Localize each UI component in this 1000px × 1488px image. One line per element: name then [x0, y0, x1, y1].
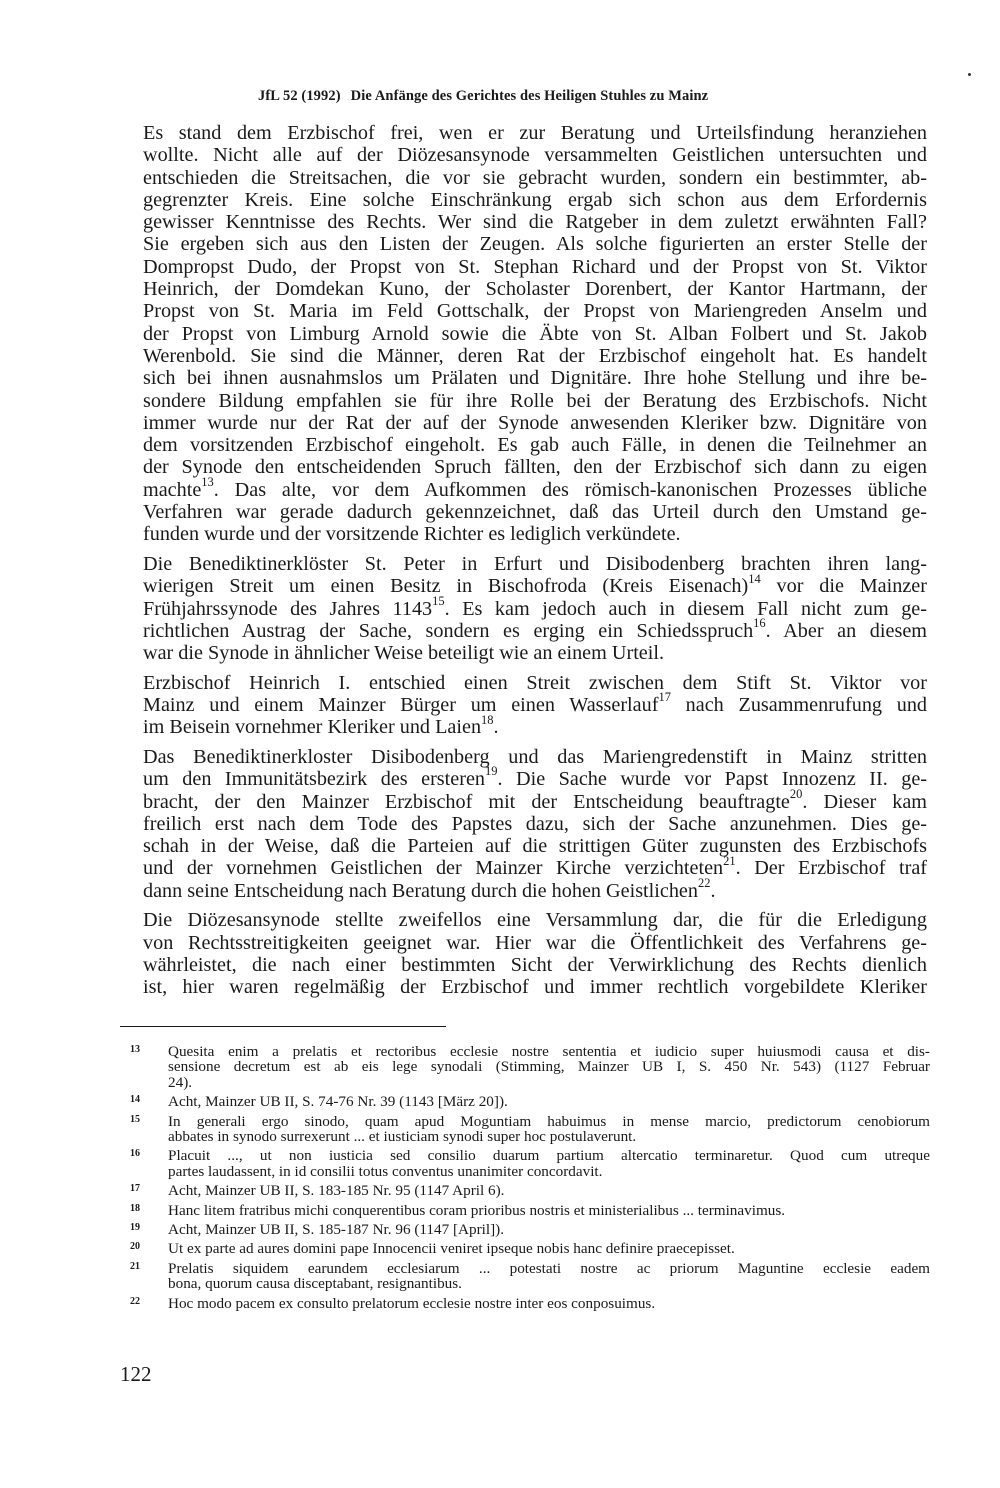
footnote-text	[168, 1241, 930, 1256]
text-line	[118, 189, 927, 211]
text-line	[118, 345, 927, 367]
text-line	[118, 746, 927, 768]
line-text: . Aber an diesem	[765, 619, 927, 642]
text-line	[118, 835, 927, 857]
line-text: Sie ergeben sich aus den Listen der Zeugen. Als solche figurierten an erster Stelle der	[143, 233, 927, 256]
line-text: .	[493, 716, 499, 739]
footnote-ref: 14	[748, 571, 761, 586]
text-line	[118, 954, 927, 976]
footnote-number: 19	[130, 1222, 140, 1234]
paragraph	[118, 746, 927, 902]
main-text	[118, 122, 927, 1006]
running-header	[258, 88, 818, 105]
footnote-ref: 20	[789, 786, 803, 801]
text-line	[118, 672, 927, 694]
footnote	[130, 1114, 930, 1145]
footnote-line: Prelatis siquidem earundem ecclesiarum ... potestati nostre ac priorum Maguntine ecclesie eadem	[168, 1259, 930, 1277]
footnote-number: 18	[130, 1202, 140, 1214]
text-line	[118, 642, 927, 664]
text-line	[118, 593, 927, 620]
footnote-line: bona, quorum causa disceptabant, resignantibus.	[168, 1275, 462, 1293]
line-text: vor die Mainzer	[760, 575, 927, 598]
line-text: machte	[143, 478, 202, 501]
footnote-line: Quesita enim a prelatis et rectoribus ecclesie nostre sententia et iudicio super huiusmodi causa et dis-	[168, 1043, 930, 1060]
footnote-number: 21	[130, 1260, 140, 1272]
text-line	[118, 786, 927, 813]
footnote-line: partes laudassent, in id consilii totus conventus unanimiter concordavit.	[168, 1162, 603, 1180]
footnote-text	[168, 1044, 930, 1090]
footnote-number: 13	[130, 1044, 140, 1055]
footnote-number: 22	[130, 1295, 140, 1307]
footnote-text	[168, 1148, 930, 1179]
text-line	[118, 412, 927, 434]
text-line	[118, 323, 927, 345]
line-text: . Es kam jedoch auch in diesem Fall nicht zum ge-	[444, 597, 927, 620]
text-line	[118, 764, 928, 791]
page-number: 122	[120, 1362, 152, 1386]
footnote-ref: 22	[698, 875, 711, 890]
footnote-ref: 18	[481, 712, 494, 727]
line-text: wollte. Nicht alle auf der Diözesansynode versammelten Geistlichen untersuchten und	[143, 144, 927, 167]
footnote-text	[168, 1114, 930, 1145]
line-text: funden wurde und der vorsitzende Richter es lediglich verkündete.	[143, 523, 681, 546]
text-line	[118, 571, 927, 598]
footnote-line: Placuit ..., ut non iusticia sed consilio duarum partium altercatio terminaretur. Quod cum utreque	[168, 1147, 930, 1165]
text-line	[118, 300, 927, 322]
footnote-line: Ut ex parte ad aures domini pape Innocencii veniret ipseque nobis hanc definire praecepisset.	[168, 1240, 735, 1258]
footnote-ref: 15	[432, 593, 445, 608]
line-text: Verfahren war gerade dadurch gekennzeichnet, daß das Urteil durch den Umstand ge-	[143, 501, 927, 524]
footnote	[130, 1241, 930, 1256]
footnote-number: 20	[130, 1241, 140, 1253]
footnote	[130, 1094, 930, 1109]
footnote	[130, 1261, 930, 1292]
footnote-text	[168, 1261, 930, 1292]
line-text: entschieden die Streitsachen, die vor sie gebracht wurden, sondern ein bestimmter, ab-	[143, 166, 927, 189]
line-text: der Propst von Limburg Arnold sowie die Äbte von St. Alban Folbert und St. Jakob	[143, 322, 927, 345]
footnote-line: Hanc litem fratribus michi conquerentibus coram prioribus nostris et ministerialibus ... terminavimus.	[168, 1201, 786, 1219]
text-line	[118, 553, 927, 575]
line-text: der Synode den entscheidenden Spruch fällten, den der Erzbischof sich dann zu eigen	[143, 456, 927, 479]
text-line	[118, 616, 927, 642]
line-text: . Der Erzbischof traf	[735, 857, 928, 880]
text-line	[118, 853, 928, 880]
line-text: gewisser Kenntnisse des Rechts. Wer sind die Ratgeber in dem zuletzt erwähnten Fall?	[143, 211, 927, 234]
line-text: Propst von St. Maria im Feld Gottschalk, der Propst von Mariengreden Anselm und	[143, 300, 927, 323]
text-line	[118, 434, 927, 456]
line-text: Die Benediktinerklöster St. Peter in Erfurt und Disibodenberg brachten ihren lang-	[143, 552, 927, 575]
line-text: Dompropst Dudo, der Propst von St. Stephan Richard und der Propst von St. Viktor	[143, 255, 927, 278]
footnote-line: Acht, Mainzer UB II, S. 74-76 Nr. 39 (1143 [März 20]).	[168, 1093, 508, 1111]
line-text: Es stand dem Erzbischof frei, wen er zur Beratung und Urteilsfindung heranziehen	[143, 122, 927, 144]
line-text: Erzbischof Heinrich I. entschied einen Streit zwischen dem Stift St. Viktor vor	[143, 671, 927, 694]
text-line	[118, 390, 927, 412]
line-text: wierigen Streit um einen Besitz in Bischofroda (Kreis Eisenach)	[143, 575, 749, 598]
line-text: war die Synode in ähnlicher Weise beteiligt wie an einem Urteil.	[143, 642, 665, 665]
footnote-number: 16	[130, 1148, 140, 1160]
line-text: richtlichen Austrag der Sache, sondern es erging ein Schiedsspruch	[143, 619, 754, 642]
text-line	[118, 523, 927, 545]
footnote-text	[168, 1222, 930, 1237]
footnotes	[130, 1044, 930, 1315]
footnote	[130, 1148, 930, 1179]
footnote-number: 17	[130, 1183, 140, 1195]
footnote-line: sensione decretum est ab eis lege synodali (Stimming, Mainzer UB I, S. 450 Nr. 543) (1127 Februar	[168, 1058, 930, 1076]
paragraph	[118, 122, 927, 546]
paragraph	[118, 909, 927, 998]
line-text: Mainz und einem Mainzer Bürger um einen Wasserlauf	[143, 694, 659, 717]
footnote-text	[168, 1183, 930, 1198]
footnote-ref: 17	[658, 690, 671, 705]
text-line	[118, 278, 927, 300]
footnote	[130, 1183, 930, 1198]
text-line	[118, 813, 927, 835]
text-line	[118, 875, 927, 902]
text-line	[118, 167, 927, 189]
text-line	[118, 712, 927, 739]
line-text: Werenbold. Sie sind die Männer, deren Rat der Erzbischof eingeholt hat. Es handelt	[143, 344, 927, 367]
paragraph	[118, 553, 927, 664]
line-text: . Das alte, vor dem Aufkommen des römisch-kanonischen Prozesses übliche	[213, 478, 927, 501]
line-text: . Die Sache wurde vor Papst Innozenz II. ge-	[497, 768, 928, 791]
line-text: schah in der Weise, daß die Parteien auf die strittigen Güter zugunsten des Erzbischofs	[143, 835, 927, 858]
text-line	[118, 122, 927, 144]
footnote-ref: 13	[201, 475, 214, 490]
line-text: und der vornehmen Geistlichen der Mainzer Kirche verzichteten	[143, 857, 724, 880]
text-line	[118, 475, 927, 501]
line-text: sich bei ihnen ausnahmslos um Prälaten und Dignitäre. Ihre hohe Stellung und ihre be-	[143, 367, 927, 390]
text-line	[118, 211, 927, 233]
journal-reference: JfL 52 (1992)	[258, 88, 341, 104]
text-line	[118, 976, 927, 998]
line-text: Die Diözesansynode stellte zweifellos eine Versammlung dar, die für die Erledigung	[143, 909, 927, 932]
line-text: dann seine Entscheidung nach Beratung durch die hohen Geistlichen	[143, 879, 698, 902]
text-line	[118, 690, 928, 717]
footnote-ref: 21	[723, 853, 736, 868]
footnote-line: abbates in synodo surrexerunt ... et iusticiam synodi super hoc postulaverunt.	[168, 1128, 637, 1146]
line-text: dem vorsitzenden Erzbischof eingeholt. Es gab auch Fälle, in denen die Teilnehmer an	[143, 434, 927, 457]
line-text: bracht, der den Mainzer Erzbischof mit der Entscheidung beauftragte	[143, 790, 790, 813]
text-line	[118, 144, 927, 166]
footnote-line: Acht, Mainzer UB II, S. 183-185 Nr. 95 (1147 April 6).	[168, 1182, 505, 1200]
footnote-text	[168, 1203, 930, 1218]
footnote	[130, 1296, 930, 1311]
scan-speck	[968, 73, 971, 76]
footnote-number: 14	[130, 1094, 140, 1106]
line-text: .	[710, 879, 716, 902]
line-text: nach Zusammenrufung und	[670, 694, 928, 717]
footnote	[130, 1222, 930, 1237]
footnote-line: 24).	[168, 1073, 193, 1091]
footnote-ref: 16	[753, 616, 766, 631]
text-line	[118, 501, 927, 523]
line-text: ist, hier waren regelmäßig der Erzbischof und immer rechtlich vorgebildete Kleriker	[143, 976, 927, 999]
line-text: immer wurde nur der Rat der auf der Synode anwesenden Kleriker bzw. Dignitäre von	[143, 411, 927, 434]
text-line	[118, 932, 927, 954]
footnote-ref: 19	[485, 764, 498, 779]
paragraph	[118, 672, 927, 739]
footnote	[130, 1044, 930, 1090]
line-text: Das Benediktinerkloster Disibodenberg und das Mariengredenstift in Mainz stritten	[143, 745, 927, 768]
line-text: sondere Bildung empfahlen sie für ihre Rolle bei der Beratung des Erzbischofs. Nicht	[143, 389, 927, 412]
footnote-line: In generali ergo sinodo, quam apud Moguntiam habuimus in mense marcio, predictorum cenobiorum	[168, 1112, 930, 1130]
line-text: um den Immunitätsbezirk des ersteren	[143, 768, 486, 791]
text-line	[118, 367, 927, 389]
text-line	[118, 256, 927, 278]
line-text: freilich erst nach dem Tode des Papstes dazu, sich der Sache anzunehmen. Dies ge-	[143, 812, 927, 835]
text-line	[118, 233, 927, 255]
text-line	[118, 909, 927, 931]
line-text: Frühjahrssynode des Jahres 1143	[143, 597, 433, 620]
article-title: Die Anfänge des Gerichtes des Heiligen Stuhles zu Mainz	[350, 88, 709, 104]
footnote	[130, 1203, 930, 1218]
footnote-separator	[120, 1026, 446, 1027]
line-text: Heinrich, der Domdekan Kuno, der Scholaster Dorenbert, der Kantor Hartmann, der	[143, 278, 927, 301]
line-text: von Rechtsstreitigkeiten geeignet war. Hier war die Öffentlichkeit des Verfahrens ge-	[143, 931, 927, 954]
footnote-line: Hoc modo pacem ex consulto prelatorum ecclesie nostre inter eos conposuimus.	[168, 1294, 656, 1312]
line-text: gegrenzter Kreis. Eine solche Einschränkung ergab sich schon aus dem Erfordernis	[143, 188, 927, 211]
footnote-number: 15	[130, 1113, 140, 1125]
footnote-line: Acht, Mainzer UB II, S. 185-187 Nr. 96 (1147 [April]).	[168, 1221, 505, 1239]
line-text: . Dieser kam	[802, 790, 927, 813]
text-line	[118, 456, 927, 478]
footnote-text	[168, 1094, 930, 1109]
line-text: währleistet, die nach einer bestimmten Sicht der Verwirklichung des Rechts dienlich	[143, 953, 927, 976]
line-text: im Beisein vornehmer Kleriker und Laien	[143, 716, 482, 739]
footnote-text	[168, 1296, 930, 1311]
